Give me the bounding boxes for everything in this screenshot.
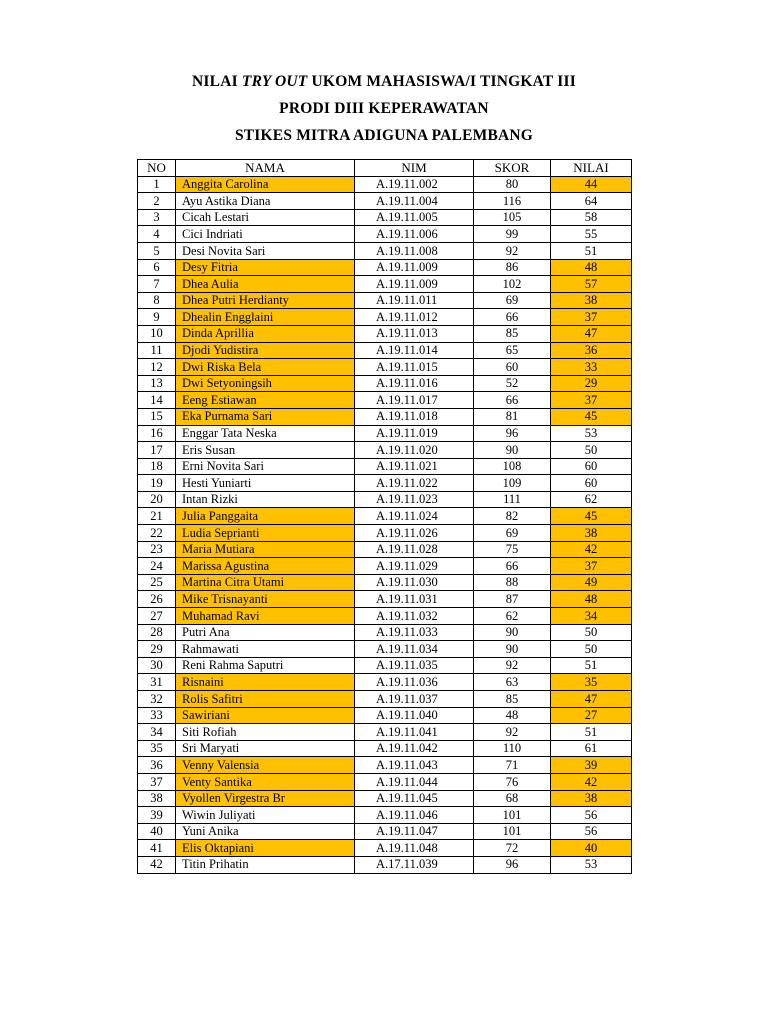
cell-nama: Sri Maryati xyxy=(176,740,355,757)
cell-nilai: 42 xyxy=(551,541,632,558)
cell-skor: 52 xyxy=(474,375,551,392)
cell-nama: Enggar Tata Neska xyxy=(176,425,355,442)
cell-nim: A.19.11.045 xyxy=(355,790,474,807)
cell-nama: Julia Panggaita xyxy=(176,508,355,525)
cell-no: 25 xyxy=(138,574,176,591)
cell-nama: Dwi Riska Bela xyxy=(176,359,355,376)
cell-nama: Intan Rizki xyxy=(176,491,355,508)
table-row xyxy=(138,309,632,326)
table-row xyxy=(138,292,632,309)
cell-skor: 63 xyxy=(474,674,551,691)
cell-nim: A.19.11.018 xyxy=(355,408,474,425)
document-subtitle-institution: STIKES MITRA ADIGUNA PALEMBANG xyxy=(234,127,534,144)
cell-skor: 92 xyxy=(474,657,551,674)
cell-no: 24 xyxy=(138,558,176,575)
cell-no: 15 xyxy=(138,408,176,425)
cell-skor: 69 xyxy=(474,292,551,309)
cell-nama: Putri Ana xyxy=(176,624,355,641)
cell-skor: 81 xyxy=(474,408,551,425)
cell-nama: Siti Rofiah xyxy=(176,724,355,741)
table-row xyxy=(138,508,632,525)
cell-nama: Martina Citra Utami xyxy=(176,574,355,591)
cell-nilai: 50 xyxy=(551,442,632,459)
cell-nim: A.19.11.021 xyxy=(355,458,474,475)
cell-nama: Desi Novita Sari xyxy=(176,242,355,259)
cell-nim: A.19.11.047 xyxy=(355,823,474,840)
cell-no: 1 xyxy=(138,176,176,193)
cell-skor: 101 xyxy=(474,823,551,840)
cell-nim: A.19.11.023 xyxy=(355,491,474,508)
cell-nilai: 53 xyxy=(551,425,632,442)
document-subtitle-program: PRODI DIII KEPERAWATAN xyxy=(279,100,489,117)
cell-nama: Rahmawati xyxy=(176,641,355,658)
cell-nama: Maria Mutiara xyxy=(176,541,355,558)
cell-no: 36 xyxy=(138,757,176,774)
table-row xyxy=(138,757,632,774)
cell-skor: 87 xyxy=(474,591,551,608)
cell-nim: A.19.11.015 xyxy=(355,359,474,376)
cell-nama: Sawiriani xyxy=(176,707,355,724)
cell-skor: 101 xyxy=(474,807,551,824)
cell-skor: 96 xyxy=(474,425,551,442)
cell-nilai: 35 xyxy=(551,674,632,691)
cell-nim: A.19.11.011 xyxy=(355,292,474,309)
cell-no: 10 xyxy=(138,325,176,342)
cell-nilai: 37 xyxy=(551,392,632,409)
document-header xyxy=(0,68,768,149)
cell-nama: Dhea Aulia xyxy=(176,276,355,293)
cell-skor: 111 xyxy=(474,491,551,508)
cell-skor: 66 xyxy=(474,392,551,409)
title-prefix: NILAI xyxy=(192,73,242,90)
cell-nim: A.19.11.034 xyxy=(355,641,474,658)
cell-skor: 75 xyxy=(474,541,551,558)
cell-no: 18 xyxy=(138,458,176,475)
cell-nim: A.19.11.020 xyxy=(355,442,474,459)
cell-no: 32 xyxy=(138,691,176,708)
cell-skor: 68 xyxy=(474,790,551,807)
cell-nim: A.19.11.019 xyxy=(355,425,474,442)
table-row xyxy=(138,325,632,342)
cell-nama: Ludia Seprianti xyxy=(176,525,355,542)
cell-nilai: 39 xyxy=(551,757,632,774)
table-row xyxy=(138,823,632,840)
cell-nim: A.19.11.042 xyxy=(355,740,474,757)
table-row xyxy=(138,840,632,857)
cell-nama: Ayu Astika Diana xyxy=(176,193,355,210)
cell-nilai: 60 xyxy=(551,458,632,475)
cell-skor: 62 xyxy=(474,608,551,625)
cell-nama: Djodi Yudistira xyxy=(176,342,355,359)
cell-skor: 96 xyxy=(474,856,551,873)
cell-nama: Wiwin Juliyati xyxy=(176,807,355,824)
cell-skor: 116 xyxy=(474,193,551,210)
cell-nama: Anggita Carolina xyxy=(176,176,355,193)
cell-nilai: 38 xyxy=(551,790,632,807)
cell-no: 16 xyxy=(138,425,176,442)
cell-nim: A.19.11.004 xyxy=(355,193,474,210)
cell-no: 33 xyxy=(138,707,176,724)
cell-skor: 66 xyxy=(474,309,551,326)
cell-nim: A.19.11.009 xyxy=(355,276,474,293)
table-row xyxy=(138,242,632,259)
table-row xyxy=(138,674,632,691)
cell-nim: A.19.11.035 xyxy=(355,657,474,674)
cell-nim: A.19.11.036 xyxy=(355,674,474,691)
cell-no: 4 xyxy=(138,226,176,243)
cell-no: 5 xyxy=(138,242,176,259)
table-body xyxy=(138,176,632,873)
cell-nim: A.19.11.022 xyxy=(355,475,474,492)
table-row xyxy=(138,375,632,392)
cell-nama: Cici Indriati xyxy=(176,226,355,243)
table-row xyxy=(138,624,632,641)
cell-nim: A.19.11.046 xyxy=(355,807,474,824)
cell-nilai: 49 xyxy=(551,574,632,591)
cell-skor: 69 xyxy=(474,525,551,542)
cell-skor: 110 xyxy=(474,740,551,757)
cell-nim: A.19.11.016 xyxy=(355,375,474,392)
cell-nim: A.19.11.030 xyxy=(355,574,474,591)
table-row xyxy=(138,691,632,708)
cell-nilai: 55 xyxy=(551,226,632,243)
cell-nilai: 27 xyxy=(551,707,632,724)
cell-nilai: 36 xyxy=(551,342,632,359)
table-row xyxy=(138,574,632,591)
cell-no: 31 xyxy=(138,674,176,691)
cell-nim: A.19.11.008 xyxy=(355,242,474,259)
score-table xyxy=(137,159,632,874)
cell-skor: 85 xyxy=(474,691,551,708)
cell-no: 14 xyxy=(138,392,176,409)
cell-skor: 88 xyxy=(474,574,551,591)
table-row xyxy=(138,359,632,376)
cell-skor: 82 xyxy=(474,508,551,525)
cell-nilai: 40 xyxy=(551,840,632,857)
column-header-nim: NIM xyxy=(355,160,474,177)
table-row xyxy=(138,408,632,425)
cell-nama: Vyollen Virgestra Br xyxy=(176,790,355,807)
cell-no: 8 xyxy=(138,292,176,309)
cell-nama: Reni Rahma Saputri xyxy=(176,657,355,674)
cell-nim: A.19.11.009 xyxy=(355,259,474,276)
table-row xyxy=(138,276,632,293)
table-row xyxy=(138,657,632,674)
cell-nim: A.19.11.006 xyxy=(355,226,474,243)
cell-no: 13 xyxy=(138,375,176,392)
cell-nama: Hesti Yuniarti xyxy=(176,475,355,492)
cell-no: 38 xyxy=(138,790,176,807)
cell-nim: A.19.11.043 xyxy=(355,757,474,774)
cell-skor: 90 xyxy=(474,442,551,459)
table-row xyxy=(138,856,632,873)
table-row xyxy=(138,525,632,542)
cell-nilai: 57 xyxy=(551,276,632,293)
cell-no: 12 xyxy=(138,359,176,376)
cell-nim: A.17.11.039 xyxy=(355,856,474,873)
cell-nim: A.19.11.024 xyxy=(355,508,474,525)
cell-skor: 65 xyxy=(474,342,551,359)
cell-nilai: 34 xyxy=(551,608,632,625)
cell-nim: A.19.11.028 xyxy=(355,541,474,558)
table-row xyxy=(138,442,632,459)
cell-no: 30 xyxy=(138,657,176,674)
table-row xyxy=(138,707,632,724)
cell-nilai: 48 xyxy=(551,259,632,276)
cell-nilai: 53 xyxy=(551,856,632,873)
cell-nilai: 51 xyxy=(551,724,632,741)
cell-no: 3 xyxy=(138,209,176,226)
cell-no: 7 xyxy=(138,276,176,293)
cell-nim: A.19.11.013 xyxy=(355,325,474,342)
cell-no: 21 xyxy=(138,508,176,525)
cell-nim: A.19.11.040 xyxy=(355,707,474,724)
cell-skor: 105 xyxy=(474,209,551,226)
cell-nilai: 51 xyxy=(551,242,632,259)
cell-nama: Eris Susan xyxy=(176,442,355,459)
cell-nama: Dhea Putri Herdianty xyxy=(176,292,355,309)
cell-no: 39 xyxy=(138,807,176,824)
cell-nim: A.19.11.033 xyxy=(355,624,474,641)
table-row xyxy=(138,740,632,757)
cell-skor: 90 xyxy=(474,641,551,658)
cell-no: 27 xyxy=(138,608,176,625)
cell-nama: Elis Oktapiani xyxy=(176,840,355,857)
cell-no: 37 xyxy=(138,773,176,790)
cell-nama: Venty Santika xyxy=(176,773,355,790)
cell-skor: 66 xyxy=(474,558,551,575)
cell-no: 35 xyxy=(138,740,176,757)
table-row xyxy=(138,558,632,575)
cell-nilai: 50 xyxy=(551,641,632,658)
cell-nama: Yuni Anika xyxy=(176,823,355,840)
cell-nilai: 38 xyxy=(551,292,632,309)
table-row xyxy=(138,425,632,442)
cell-nim: A.19.11.032 xyxy=(355,608,474,625)
cell-no: 17 xyxy=(138,442,176,459)
cell-nilai: 60 xyxy=(551,475,632,492)
cell-nama: Risnaini xyxy=(176,674,355,691)
cell-nilai: 37 xyxy=(551,309,632,326)
cell-skor: 108 xyxy=(474,458,551,475)
table-row xyxy=(138,807,632,824)
column-header-skor: SKOR xyxy=(474,160,551,177)
cell-no: 20 xyxy=(138,491,176,508)
cell-nilai: 58 xyxy=(551,209,632,226)
title-italic: TRY OUT xyxy=(241,73,308,90)
cell-no: 11 xyxy=(138,342,176,359)
table-row xyxy=(138,475,632,492)
cell-nilai: 50 xyxy=(551,624,632,641)
table-row xyxy=(138,641,632,658)
cell-no: 22 xyxy=(138,525,176,542)
cell-nim: A.19.11.029 xyxy=(355,558,474,575)
cell-nilai: 64 xyxy=(551,193,632,210)
cell-nilai: 61 xyxy=(551,740,632,757)
cell-skor: 109 xyxy=(474,475,551,492)
cell-nama: Dwi Setyoningsih xyxy=(176,375,355,392)
cell-nama: Marissa Agustina xyxy=(176,558,355,575)
cell-skor: 72 xyxy=(474,840,551,857)
cell-skor: 85 xyxy=(474,325,551,342)
cell-nilai: 42 xyxy=(551,773,632,790)
cell-nim: A.19.11.048 xyxy=(355,840,474,857)
cell-skor: 71 xyxy=(474,757,551,774)
cell-skor: 90 xyxy=(474,624,551,641)
cell-skor: 76 xyxy=(474,773,551,790)
table-row xyxy=(138,342,632,359)
cell-skor: 86 xyxy=(474,259,551,276)
cell-nilai: 44 xyxy=(551,176,632,193)
cell-nim: A.19.11.041 xyxy=(355,724,474,741)
table-row xyxy=(138,591,632,608)
cell-nilai: 45 xyxy=(551,408,632,425)
cell-skor: 92 xyxy=(474,242,551,259)
cell-skor: 99 xyxy=(474,226,551,243)
cell-nim: A.19.11.012 xyxy=(355,309,474,326)
table-row xyxy=(138,491,632,508)
cell-nama: Cicah Lestari xyxy=(176,209,355,226)
cell-nim: A.19.11.017 xyxy=(355,392,474,409)
cell-no: 23 xyxy=(138,541,176,558)
cell-nim: A.19.11.014 xyxy=(355,342,474,359)
document-title xyxy=(0,68,768,95)
cell-nama: Desy Fitria xyxy=(176,259,355,276)
column-header-no: NO xyxy=(138,160,176,177)
cell-no: 26 xyxy=(138,591,176,608)
table-row xyxy=(138,392,632,409)
cell-nama: Dhealin Engglaini xyxy=(176,309,355,326)
column-header-nilai: NILAI xyxy=(551,160,632,177)
cell-no: 34 xyxy=(138,724,176,741)
cell-skor: 60 xyxy=(474,359,551,376)
table-row xyxy=(138,193,632,210)
cell-skor: 48 xyxy=(474,707,551,724)
table-row xyxy=(138,458,632,475)
table-row xyxy=(138,259,632,276)
cell-nim: A.19.11.026 xyxy=(355,525,474,542)
cell-nilai: 47 xyxy=(551,325,632,342)
cell-nilai: 38 xyxy=(551,525,632,542)
cell-nilai: 47 xyxy=(551,691,632,708)
cell-nama: Titin Prihatin xyxy=(176,856,355,873)
cell-nilai: 33 xyxy=(551,359,632,376)
table-row xyxy=(138,176,632,193)
cell-skor: 92 xyxy=(474,724,551,741)
cell-no: 6 xyxy=(138,259,176,276)
cell-nama: Venny Valensia xyxy=(176,757,355,774)
cell-nama: Rolis Safitri xyxy=(176,691,355,708)
column-header-nama: NAMA xyxy=(176,160,355,177)
cell-skor: 80 xyxy=(474,176,551,193)
cell-no: 41 xyxy=(138,840,176,857)
table-row xyxy=(138,724,632,741)
cell-skor: 102 xyxy=(474,276,551,293)
cell-nilai: 48 xyxy=(551,591,632,608)
cell-nilai: 62 xyxy=(551,491,632,508)
cell-nama: Eeng Estiawan xyxy=(176,392,355,409)
cell-no: 9 xyxy=(138,309,176,326)
cell-nama: Dinda Aprillia xyxy=(176,325,355,342)
table-row xyxy=(138,608,632,625)
cell-nama: Mike Trisnayanti xyxy=(176,591,355,608)
cell-no: 28 xyxy=(138,624,176,641)
cell-nilai: 37 xyxy=(551,558,632,575)
cell-nama: Muhamad Ravi xyxy=(176,608,355,625)
table-row xyxy=(138,541,632,558)
table-row xyxy=(138,226,632,243)
cell-nilai: 56 xyxy=(551,823,632,840)
cell-nilai: 51 xyxy=(551,657,632,674)
table-row xyxy=(138,209,632,226)
cell-nim: A.19.11.002 xyxy=(355,176,474,193)
cell-nama: Erni Novita Sari xyxy=(176,458,355,475)
cell-no: 19 xyxy=(138,475,176,492)
title-suffix: UKOM MAHASISWA/I TINGKAT III xyxy=(307,73,576,90)
cell-nilai: 45 xyxy=(551,508,632,525)
cell-no: 40 xyxy=(138,823,176,840)
cell-nim: A.19.11.005 xyxy=(355,209,474,226)
table-row xyxy=(138,773,632,790)
cell-nama: Eka Purnama Sari xyxy=(176,408,355,425)
cell-no: 2 xyxy=(138,193,176,210)
cell-no: 29 xyxy=(138,641,176,658)
table-row xyxy=(138,790,632,807)
cell-nim: A.19.11.031 xyxy=(355,591,474,608)
cell-nim: A.19.11.044 xyxy=(355,773,474,790)
cell-nilai: 29 xyxy=(551,375,632,392)
table-header-row xyxy=(138,160,632,177)
cell-nilai: 56 xyxy=(551,807,632,824)
cell-nim: A.19.11.037 xyxy=(355,691,474,708)
cell-no: 42 xyxy=(138,856,176,873)
